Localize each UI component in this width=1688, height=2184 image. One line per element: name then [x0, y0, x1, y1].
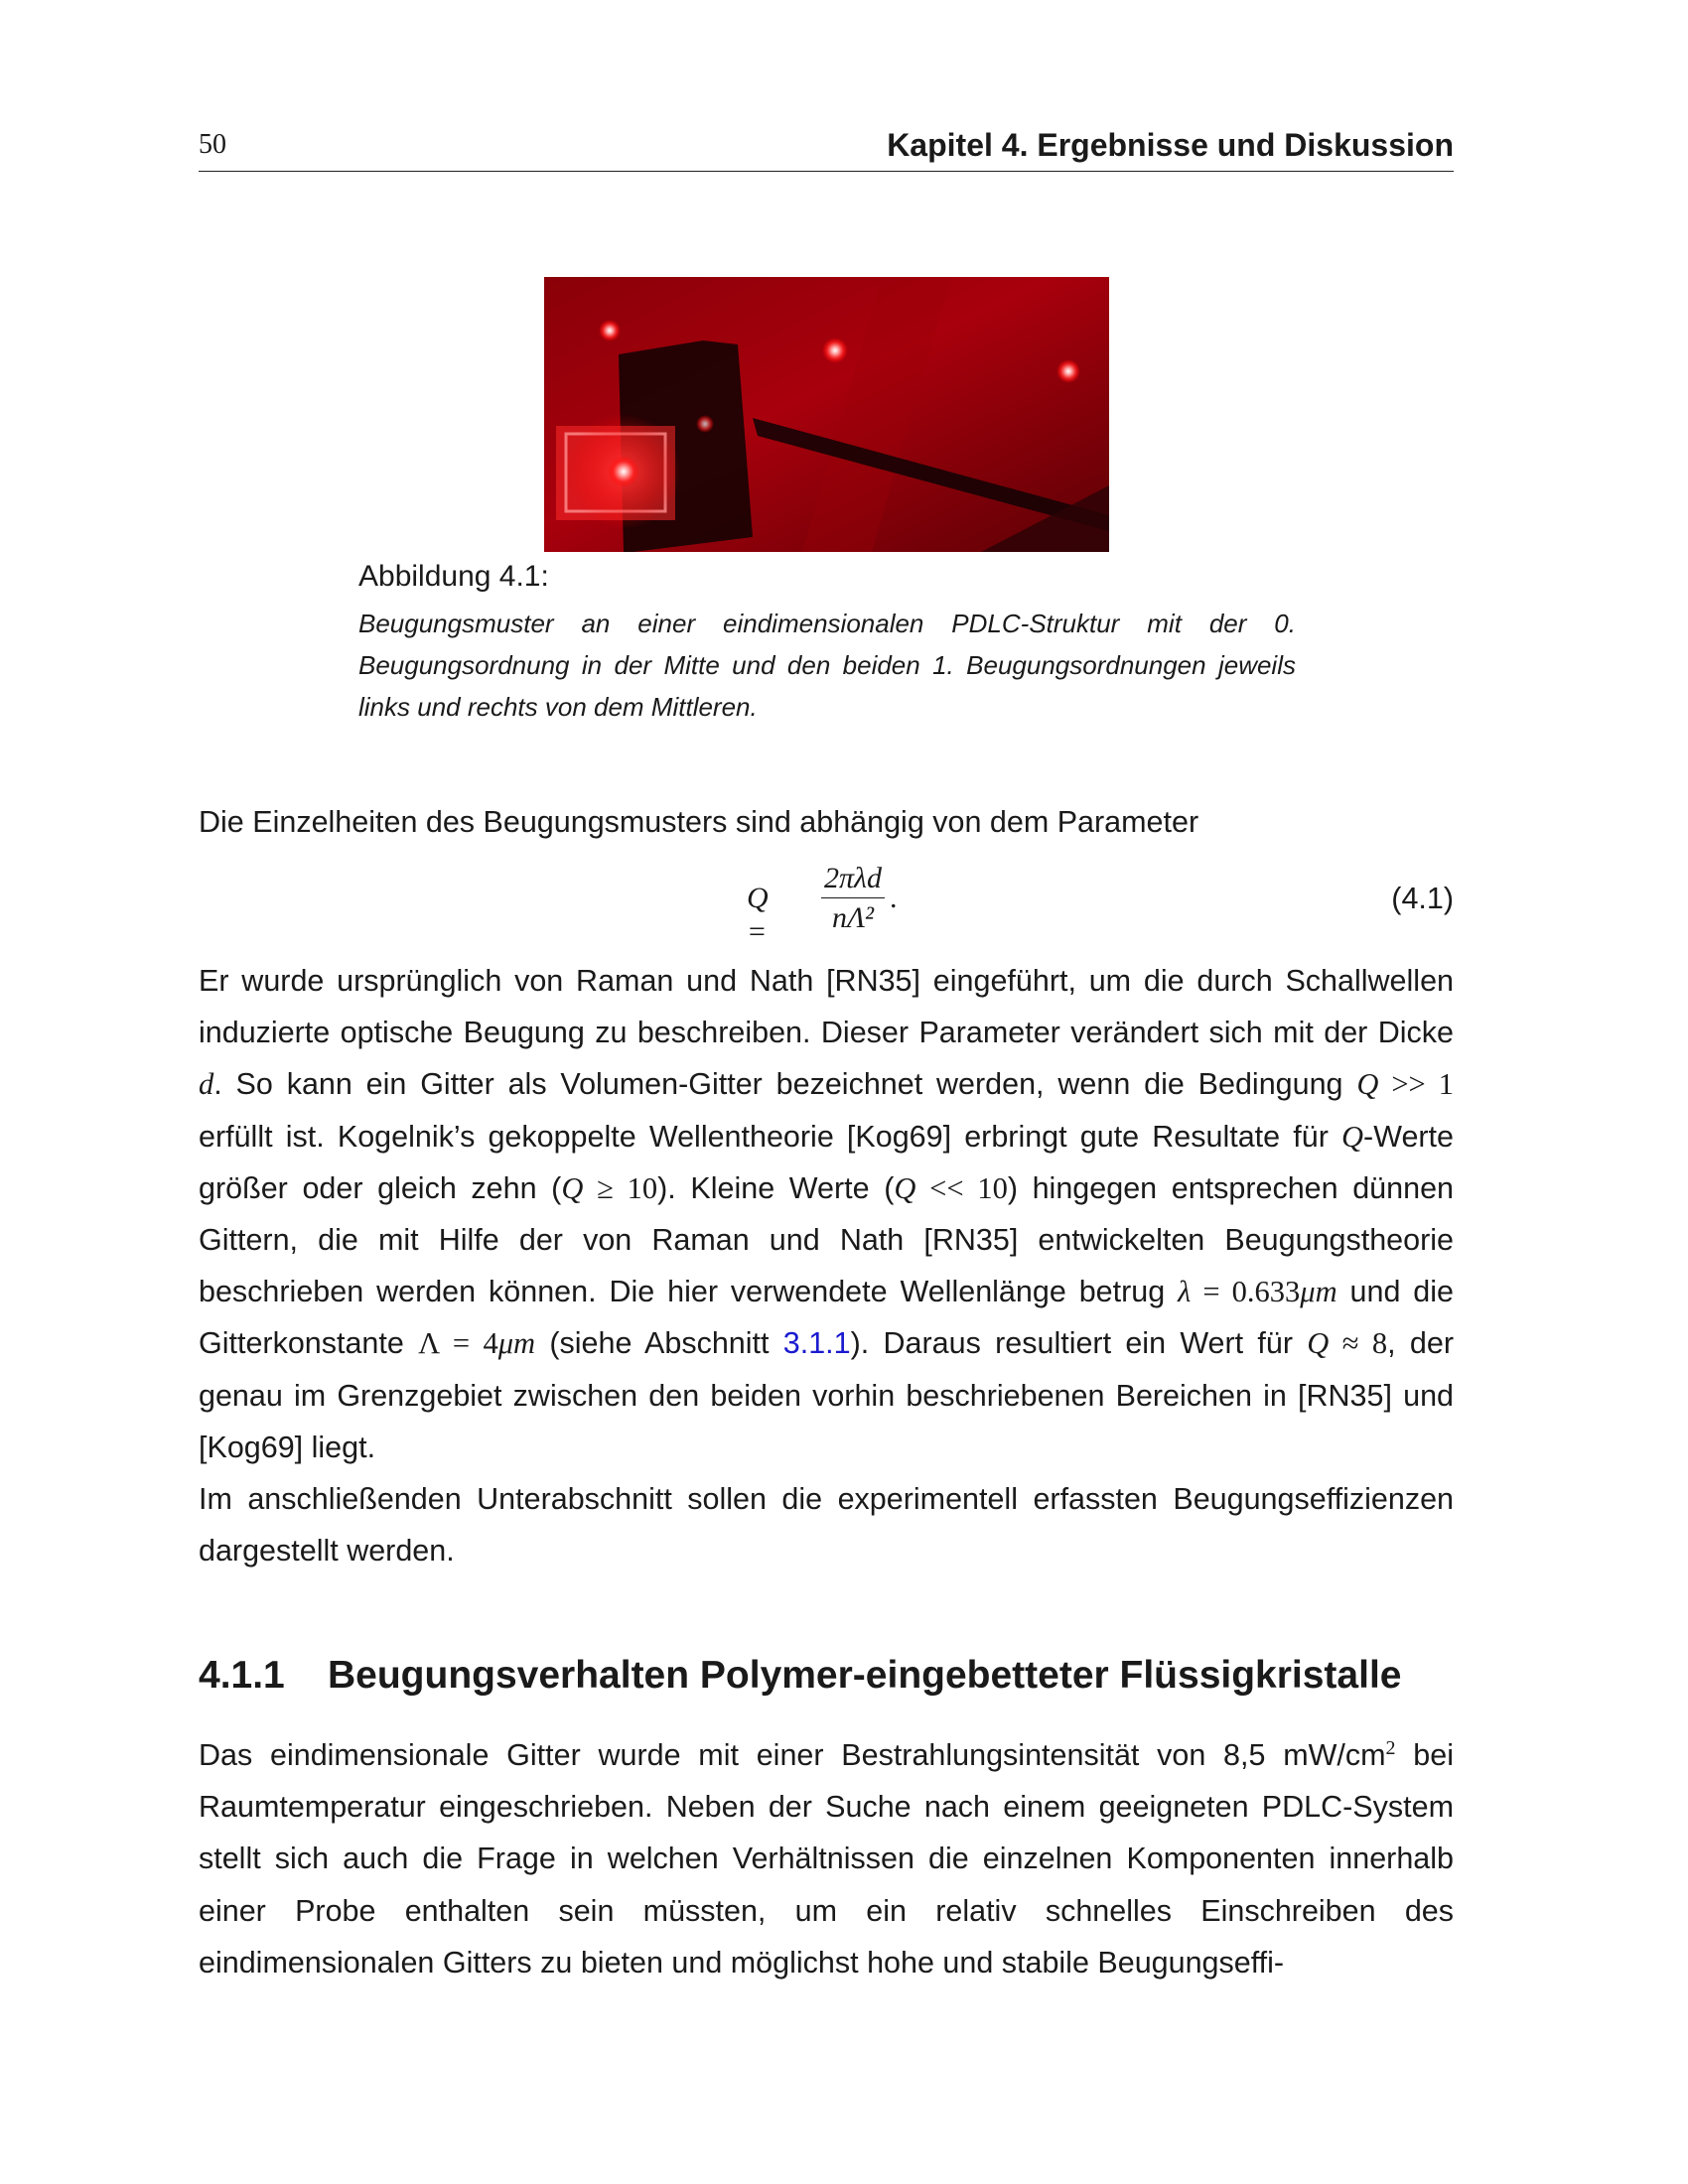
figure-caption-label: Abbildung 4.1: — [358, 560, 549, 593]
zero-order-beam — [608, 456, 639, 487]
figure-caption-text: Beugungsmuster an einer eindimensionalen PDLC-Struktur mit der 0. Beugungsordnung in der Mitte und den beiden 1. Beugungsordnungen jeweils links und rechts von dem Mittleren. — [358, 609, 1296, 722]
section-link-3-1-1[interactable]: 3.1.1 — [782, 1326, 851, 1361]
equation-lhs: Q = — [747, 882, 769, 948]
equation-denominator: nΛ² — [831, 901, 875, 934]
equation-period: . — [890, 882, 898, 914]
section-number: 4.1.1 — [199, 1654, 285, 1697]
intro-sentence: Die Einzelheiten des Beugungsmusters sind abhängig von dem Parameter — [199, 805, 1199, 839]
paragraph-2: Das eindimensionale Gitter wurde mit einer Bestrahlungsintensität von 8,5 $mW/cm^2$ bei Raumtemperatur eingeschrieben. Neben der Suche nach einem geeigneten PDLC-System stellt sich auch die Frage in welchen Verhältnissen die einzelnen Komponenten innerhalb einer Probe enthalten sein müssten, um ein relativ schnelles Einschreiben des eindimensionalen Gitters zu bieten und möglichst hohe und stabile Beugungseffi- — [199, 1736, 1454, 1979]
section-heading — [199, 1654, 1401, 1698]
section-title: Beugungsverhalten Polymer-eingebetteter Flüssigkristalle — [328, 1654, 1402, 1697]
diffraction-spot-right — [1056, 359, 1080, 383]
equation-numerator: 2πλd — [823, 862, 883, 894]
diffraction-photo — [544, 277, 1109, 552]
running-header-title: Kapitel 4. Ergebnisse und Diskussion — [887, 127, 1454, 163]
page-number: 50 — [199, 129, 226, 160]
equation-number: (4.1) — [1391, 882, 1454, 915]
equation-fraction — [821, 860, 885, 936]
paragraph-1: Er wurde ursprünglich von Raman und Nath [RN35] eingeführt, um die durch Schallwellen induzierte optische Beugung zu beschreiben. Dieser Parameter verändert sich mit der Dicke d. So kann ein Gitter als Volumen-Gitter bezeichnet werden, wenn die Bedingung Q >> 1 erfüllt ist. Kogelnik’s gekoppelte Wellentheorie [Kog69] erbringt gute Resultate für Q-Werte größer oder gleich zehn (Q ≥ 10). Kleine Werte (Q << 10) hingegen entsprechen dünnen Gittern, die mit Hilfe der von Raman und Nath [RN35] entwickelten Beugungstheorie beschrieben werden können. Die hier verwendete Wellenlänge betrug λ = 0.633μm und die Gitterkonstante Λ = 4μm (siehe Abschnitt 3.1.1). Daraus resultiert ein Wert für Q ≈ 8, der genau im Grenzgebiet zwischen den beiden vorhin beschriebenen Bereichen in [RN35] und [Kog69] liegt. Im anschließenden Unterabschnitt sollen die experimentell erfassten Beugungseffizienzen dargestellt werden. — [199, 964, 1455, 1569]
header-rule — [199, 171, 1454, 172]
diffraction-spot-center — [822, 338, 848, 363]
diffraction-spot-left — [599, 320, 621, 341]
